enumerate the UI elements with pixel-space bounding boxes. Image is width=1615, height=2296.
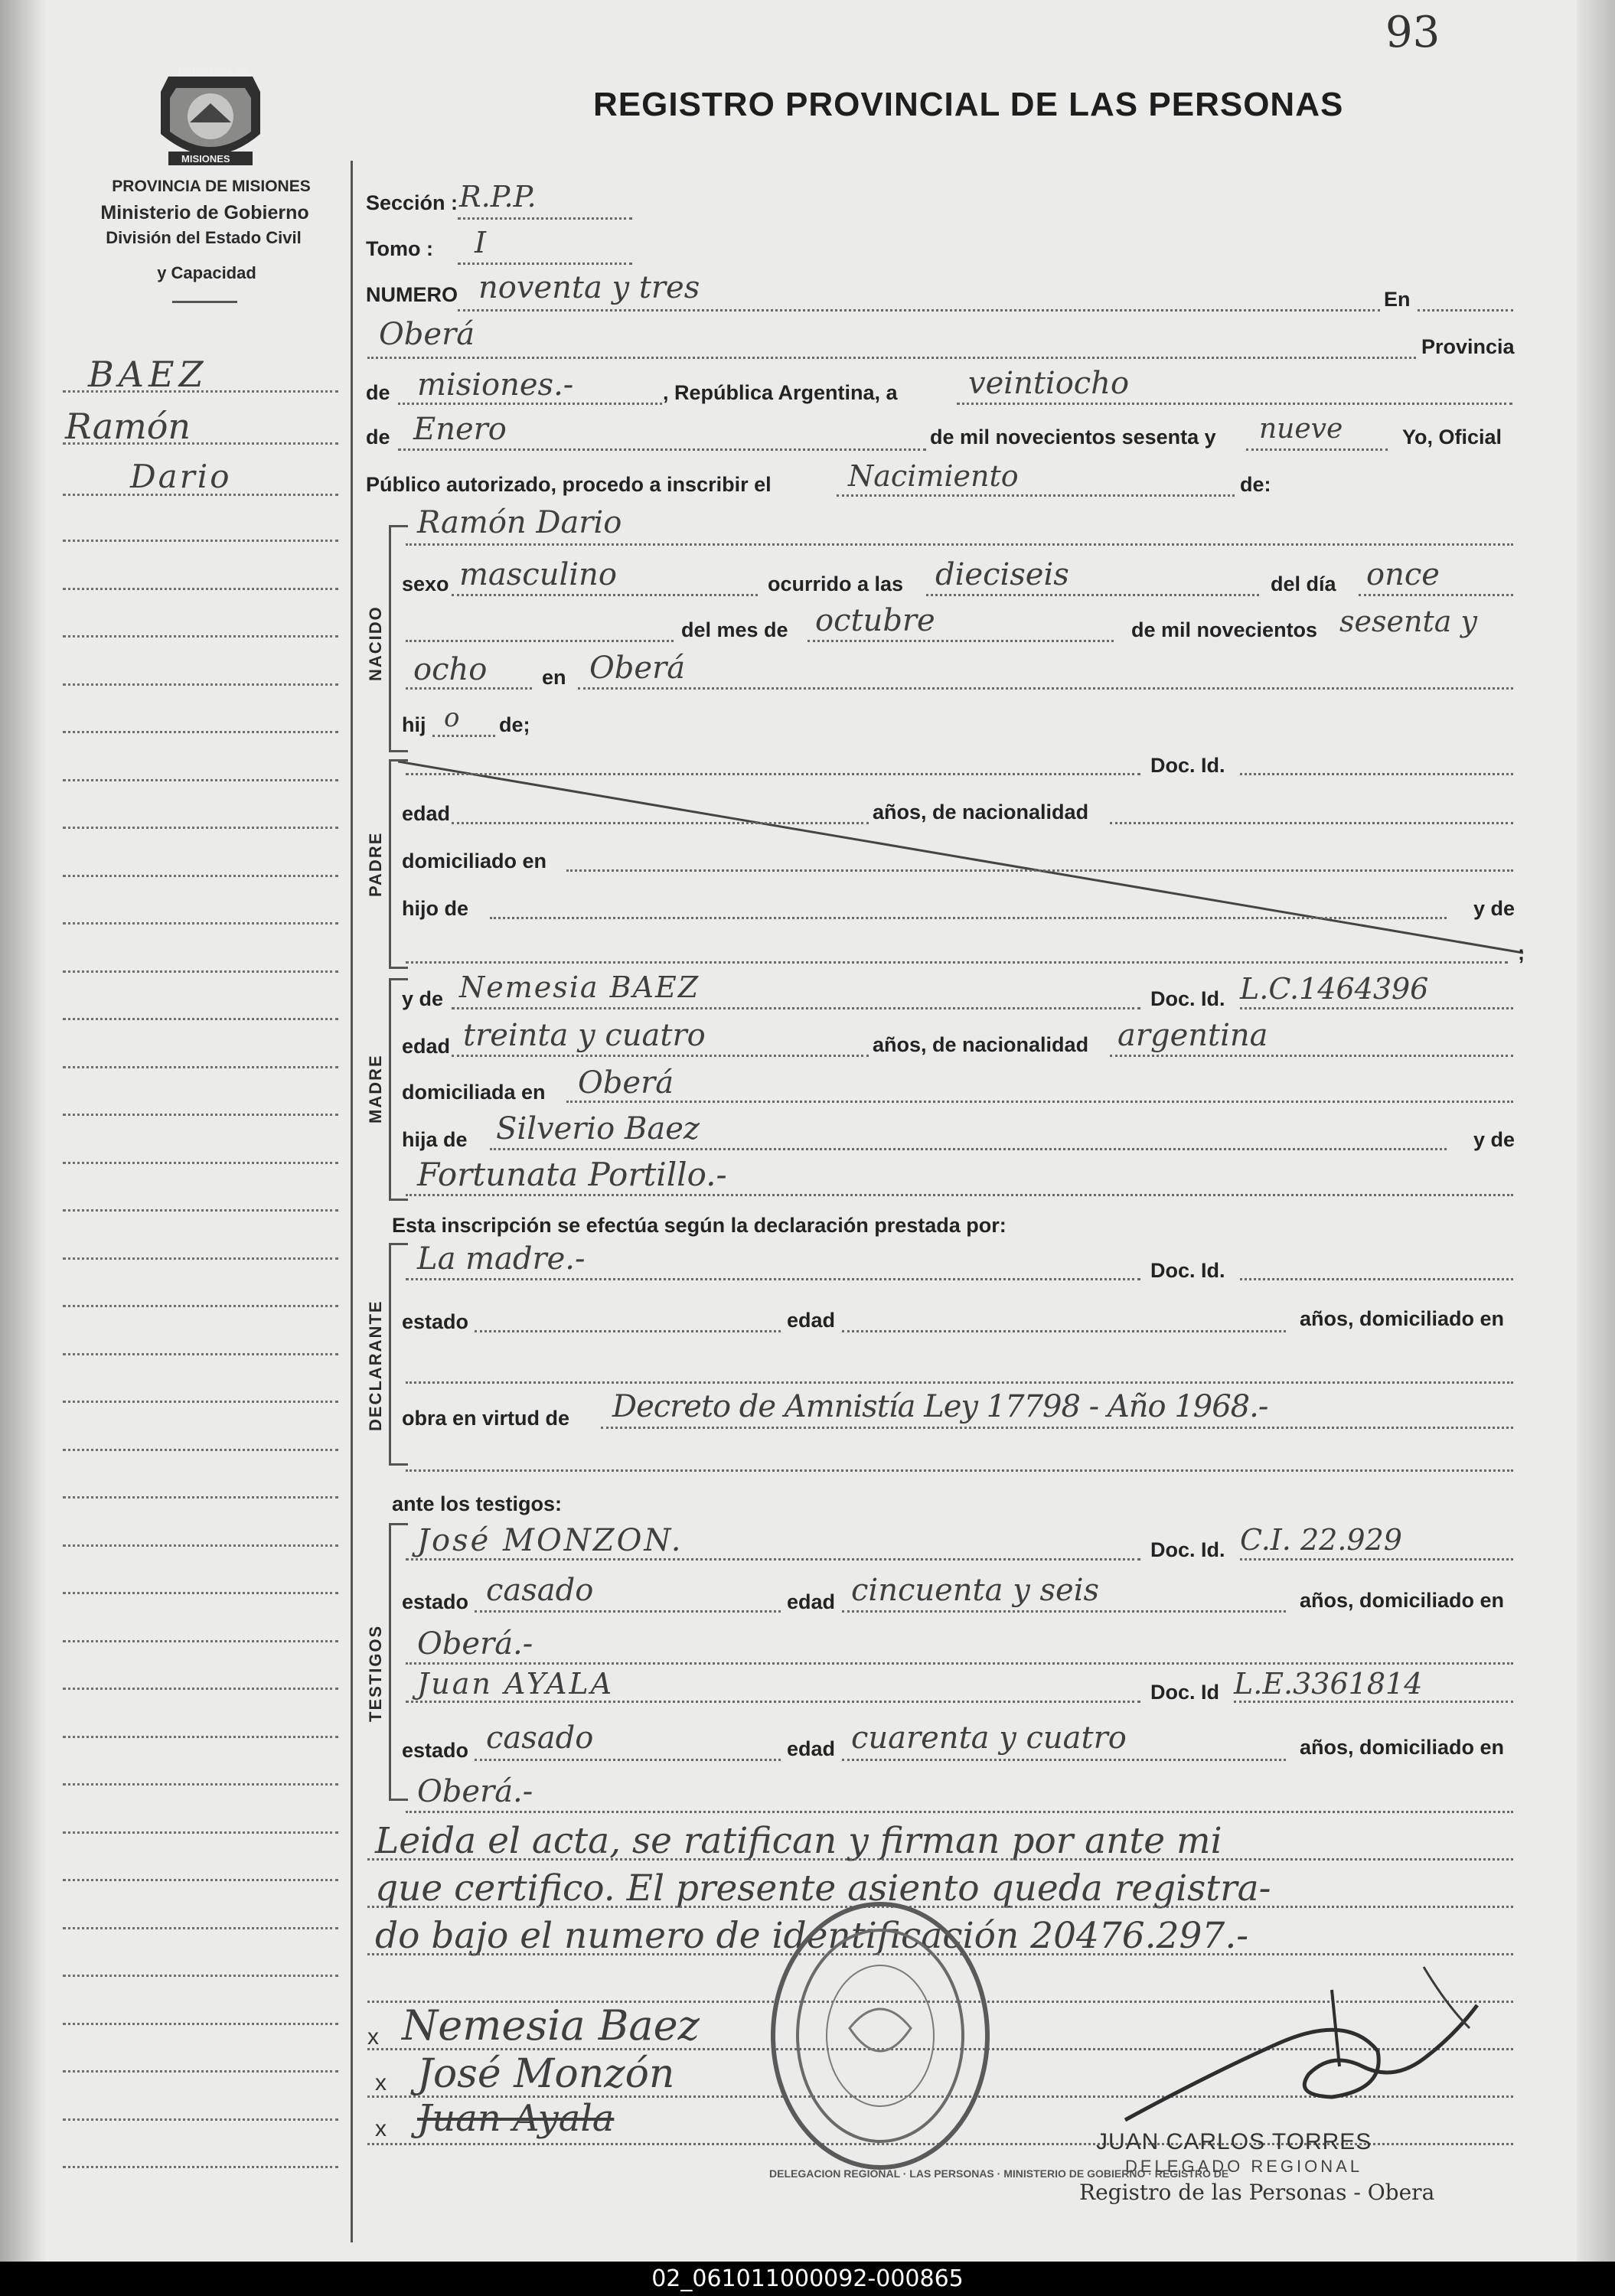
declarante-nombre: La madre.- xyxy=(417,1241,586,1277)
padre-cancel-line xyxy=(398,762,1531,960)
madre-y-de-label: y de xyxy=(402,987,444,1010)
registry-stamp xyxy=(765,1898,995,2174)
testigos-bracket xyxy=(389,1523,391,1800)
acto-value: Nacimiento xyxy=(848,459,1019,493)
official-signature xyxy=(1102,1959,1500,2135)
madre-label: MADRE xyxy=(366,1054,385,1124)
seal-text-top: PROVINCIA DE xyxy=(178,66,250,77)
signer-mark-1: x xyxy=(367,2024,379,2050)
page-edge xyxy=(1577,0,1615,2262)
padre-label: PADRE xyxy=(366,831,385,897)
madre-hija-label: hija de xyxy=(402,1128,468,1151)
madre-padre-value: Silverio Baez xyxy=(496,1111,700,1146)
mil-label: de mil novecientos sesenta y xyxy=(930,426,1216,448)
testigo1-nombre: José MONZON. xyxy=(417,1523,684,1558)
testigo1-doc-value: C.I. 22.929 xyxy=(1240,1523,1402,1557)
hora-value: dieciseis xyxy=(935,557,1069,592)
sexo-value: masculino xyxy=(459,557,617,592)
nacido-bracket xyxy=(389,525,391,752)
signature-1: Nemesia Baez xyxy=(402,2001,700,2050)
madre-madre-value: Fortunata Portillo.- xyxy=(417,1156,727,1193)
official-name: JUAN CARLOS TORRES xyxy=(1096,2129,1372,2154)
footer-id: 02_061011000092-000865 xyxy=(0,2262,1615,2296)
en-label: En xyxy=(1384,288,1411,311)
testigo2-dom-value: Oberá.- xyxy=(417,1774,533,1809)
anio-label: de mil novecientos xyxy=(1131,618,1318,641)
testigo1-edad-value: cincuenta y seis xyxy=(851,1573,1100,1608)
testigo2-estado-label: estado xyxy=(402,1739,469,1762)
provincia-value: misiones.- xyxy=(417,367,574,403)
signature-2: José Monzón xyxy=(417,2051,675,2097)
issuer-line4: y Capacidad xyxy=(157,263,256,282)
issuer-line3: División del Estado Civil xyxy=(106,228,302,247)
binding-shadow xyxy=(0,0,46,2262)
padre-hijo-label: hijo de xyxy=(402,897,468,920)
madre-y-de-label-2: y de xyxy=(1473,1128,1515,1151)
padre-doc-label: Doc. Id. xyxy=(1150,754,1225,777)
madre-dom-value: Oberá xyxy=(578,1065,674,1101)
testigo2-edad-value: cuarenta y cuatro xyxy=(851,1720,1127,1756)
coat-of-arms-icon xyxy=(145,61,276,168)
dia-label: del día xyxy=(1271,572,1336,595)
mes-label: del mes de xyxy=(681,618,788,641)
declarante-bracket xyxy=(389,1243,391,1465)
testigo1-estado-label: estado xyxy=(402,1590,469,1613)
testigo1-edad-label: edad xyxy=(787,1590,836,1613)
numero-value: noventa y tres xyxy=(478,270,700,305)
madre-edad-label: edad xyxy=(402,1035,451,1058)
madre-nac-label: años, de nacionalidad xyxy=(873,1033,1089,1056)
page-title: REGISTRO PROVINCIAL DE LAS PERSONAS xyxy=(593,86,1344,123)
padre-nac-label: años, de nacionalidad xyxy=(873,801,1089,823)
official-office: Registro de las Personas - Obera xyxy=(1079,2180,1435,2205)
testigo1-dom-label: años, domiciliado en xyxy=(1300,1589,1505,1612)
closing-line3: do bajo el numero de identificación 20476.297.- xyxy=(375,1915,1249,1957)
hij-label: hij xyxy=(402,713,426,736)
testigo2-edad-label: edad xyxy=(787,1737,836,1760)
margin-rule xyxy=(351,161,353,2242)
padre-y-de-label: y de xyxy=(1473,897,1515,920)
testigo2-doc-value: L.E.3361814 xyxy=(1234,1667,1423,1701)
testigo2-nombre: Juan AYALA xyxy=(417,1667,615,1701)
declarante-intro: Esta inscripción se efectúa según la declaración prestada por: xyxy=(392,1214,1007,1237)
obra-value: Decreto de Amnistía Ley 17798 - Año 1968.- xyxy=(612,1389,1268,1424)
hij-value: o xyxy=(444,703,460,733)
madre-doc-label: Doc. Id. xyxy=(1150,987,1225,1010)
declarante-label: DECLARANTE xyxy=(366,1300,385,1431)
semicolon: ; xyxy=(1518,941,1525,964)
madre-edad-value: treinta y cuatro xyxy=(463,1018,706,1053)
anio-value: nueve xyxy=(1259,413,1343,445)
declarante-estado-label: estado xyxy=(402,1310,469,1333)
closing-line2: que certifico. El presente asiento queda registra- xyxy=(375,1867,1271,1910)
hora-label: ocurrido a las xyxy=(768,572,904,595)
dia-value: once xyxy=(1366,557,1440,592)
page-number: 93 xyxy=(1385,8,1440,57)
testigo1-estado-value: casado xyxy=(486,1573,594,1608)
official-title: DELEGADO REGIONAL xyxy=(1125,2157,1363,2176)
padre-bracket xyxy=(389,759,391,968)
republica-label: , República Argentina, a xyxy=(663,381,898,404)
margin-name2: Dario xyxy=(130,458,232,495)
lugar-value: Oberá xyxy=(379,317,475,352)
sexo-label: sexo xyxy=(402,572,449,595)
seccion-value: R.P.P. xyxy=(459,180,537,214)
de-label: de xyxy=(366,381,390,404)
tomo-value: I xyxy=(475,226,487,259)
madre-doc-value: L.C.1464396 xyxy=(1240,972,1429,1006)
closing-line1: Leida el acta, se ratifican y firman por ante mi xyxy=(375,1820,1222,1862)
mes-value: octubre xyxy=(815,603,935,638)
padre-edad-label: edad xyxy=(402,802,451,825)
issuer-divider xyxy=(172,301,237,303)
numero-label: NUMERO xyxy=(366,283,458,306)
mes-value: Enero xyxy=(413,412,507,447)
nacido-nombre: Ramón Dario xyxy=(417,505,622,540)
madre-nombre: Nemesia BAEZ xyxy=(459,970,700,1004)
signer-mark-3: x xyxy=(375,2116,387,2141)
margin-name1: Ramón xyxy=(65,406,191,447)
declarante-dom-label: años, domiciliado en xyxy=(1300,1307,1505,1330)
testigo1-dom-value: Oberá.- xyxy=(417,1626,533,1662)
testigo2-dom-label: años, domiciliado en xyxy=(1300,1736,1505,1759)
seccion-label: Sección : xyxy=(366,191,458,214)
de-label-2: de xyxy=(366,426,390,448)
testigo2-estado-value: casado xyxy=(486,1720,594,1756)
issuer-line2: Ministerio de Gobierno xyxy=(100,202,309,223)
nacido-en-label: en xyxy=(542,666,566,689)
tomo-label: Tomo : xyxy=(366,237,433,260)
testigo2-doc-label: Doc. Id xyxy=(1150,1681,1220,1704)
oficial-label: Yo, Oficial xyxy=(1402,426,1502,448)
signer-mark-2: x xyxy=(375,2070,387,2095)
nacido-lugar: Oberá xyxy=(589,651,686,686)
dia-value: veintiocho xyxy=(968,366,1130,401)
hij-de: de; xyxy=(499,713,530,736)
declarante-edad-label: edad xyxy=(787,1309,836,1332)
publico-label: Público autorizado, procedo a inscribir el xyxy=(366,473,772,496)
madre-bracket xyxy=(389,978,391,1200)
anio-value1: sesenta y xyxy=(1339,605,1477,638)
anio-value2: ocho xyxy=(413,652,488,687)
margin-surname: BAEZ xyxy=(88,354,208,395)
nacido-label: NACIDO xyxy=(366,605,385,681)
madre-dom-label: domiciliada en xyxy=(402,1081,546,1104)
issuer-line1: PROVINCIA DE MISIONES xyxy=(112,178,311,195)
testigo1-doc-label: Doc. Id. xyxy=(1150,1538,1225,1561)
de-label-3: de: xyxy=(1240,473,1271,496)
testigos-intro: ante los testigos: xyxy=(392,1492,563,1515)
seal-text-bottom: MISIONES xyxy=(181,153,230,165)
obra-label: obra en virtud de xyxy=(402,1407,570,1430)
provincia-label: Provincia xyxy=(1421,335,1515,358)
signature-3: Juan Ayala xyxy=(417,2097,615,2140)
testigos-label: TESTIGOS xyxy=(366,1624,385,1722)
stamp-text: DELEGACION REGIONAL · LAS PERSONAS · MINISTERIO DE GOBIERNO · REGISTRO DE xyxy=(769,2167,1229,2180)
declarante-doc-label: Doc. Id. xyxy=(1150,1259,1225,1282)
madre-nac-value: argentina xyxy=(1117,1018,1268,1053)
padre-dom-label: domiciliado en xyxy=(402,850,547,872)
